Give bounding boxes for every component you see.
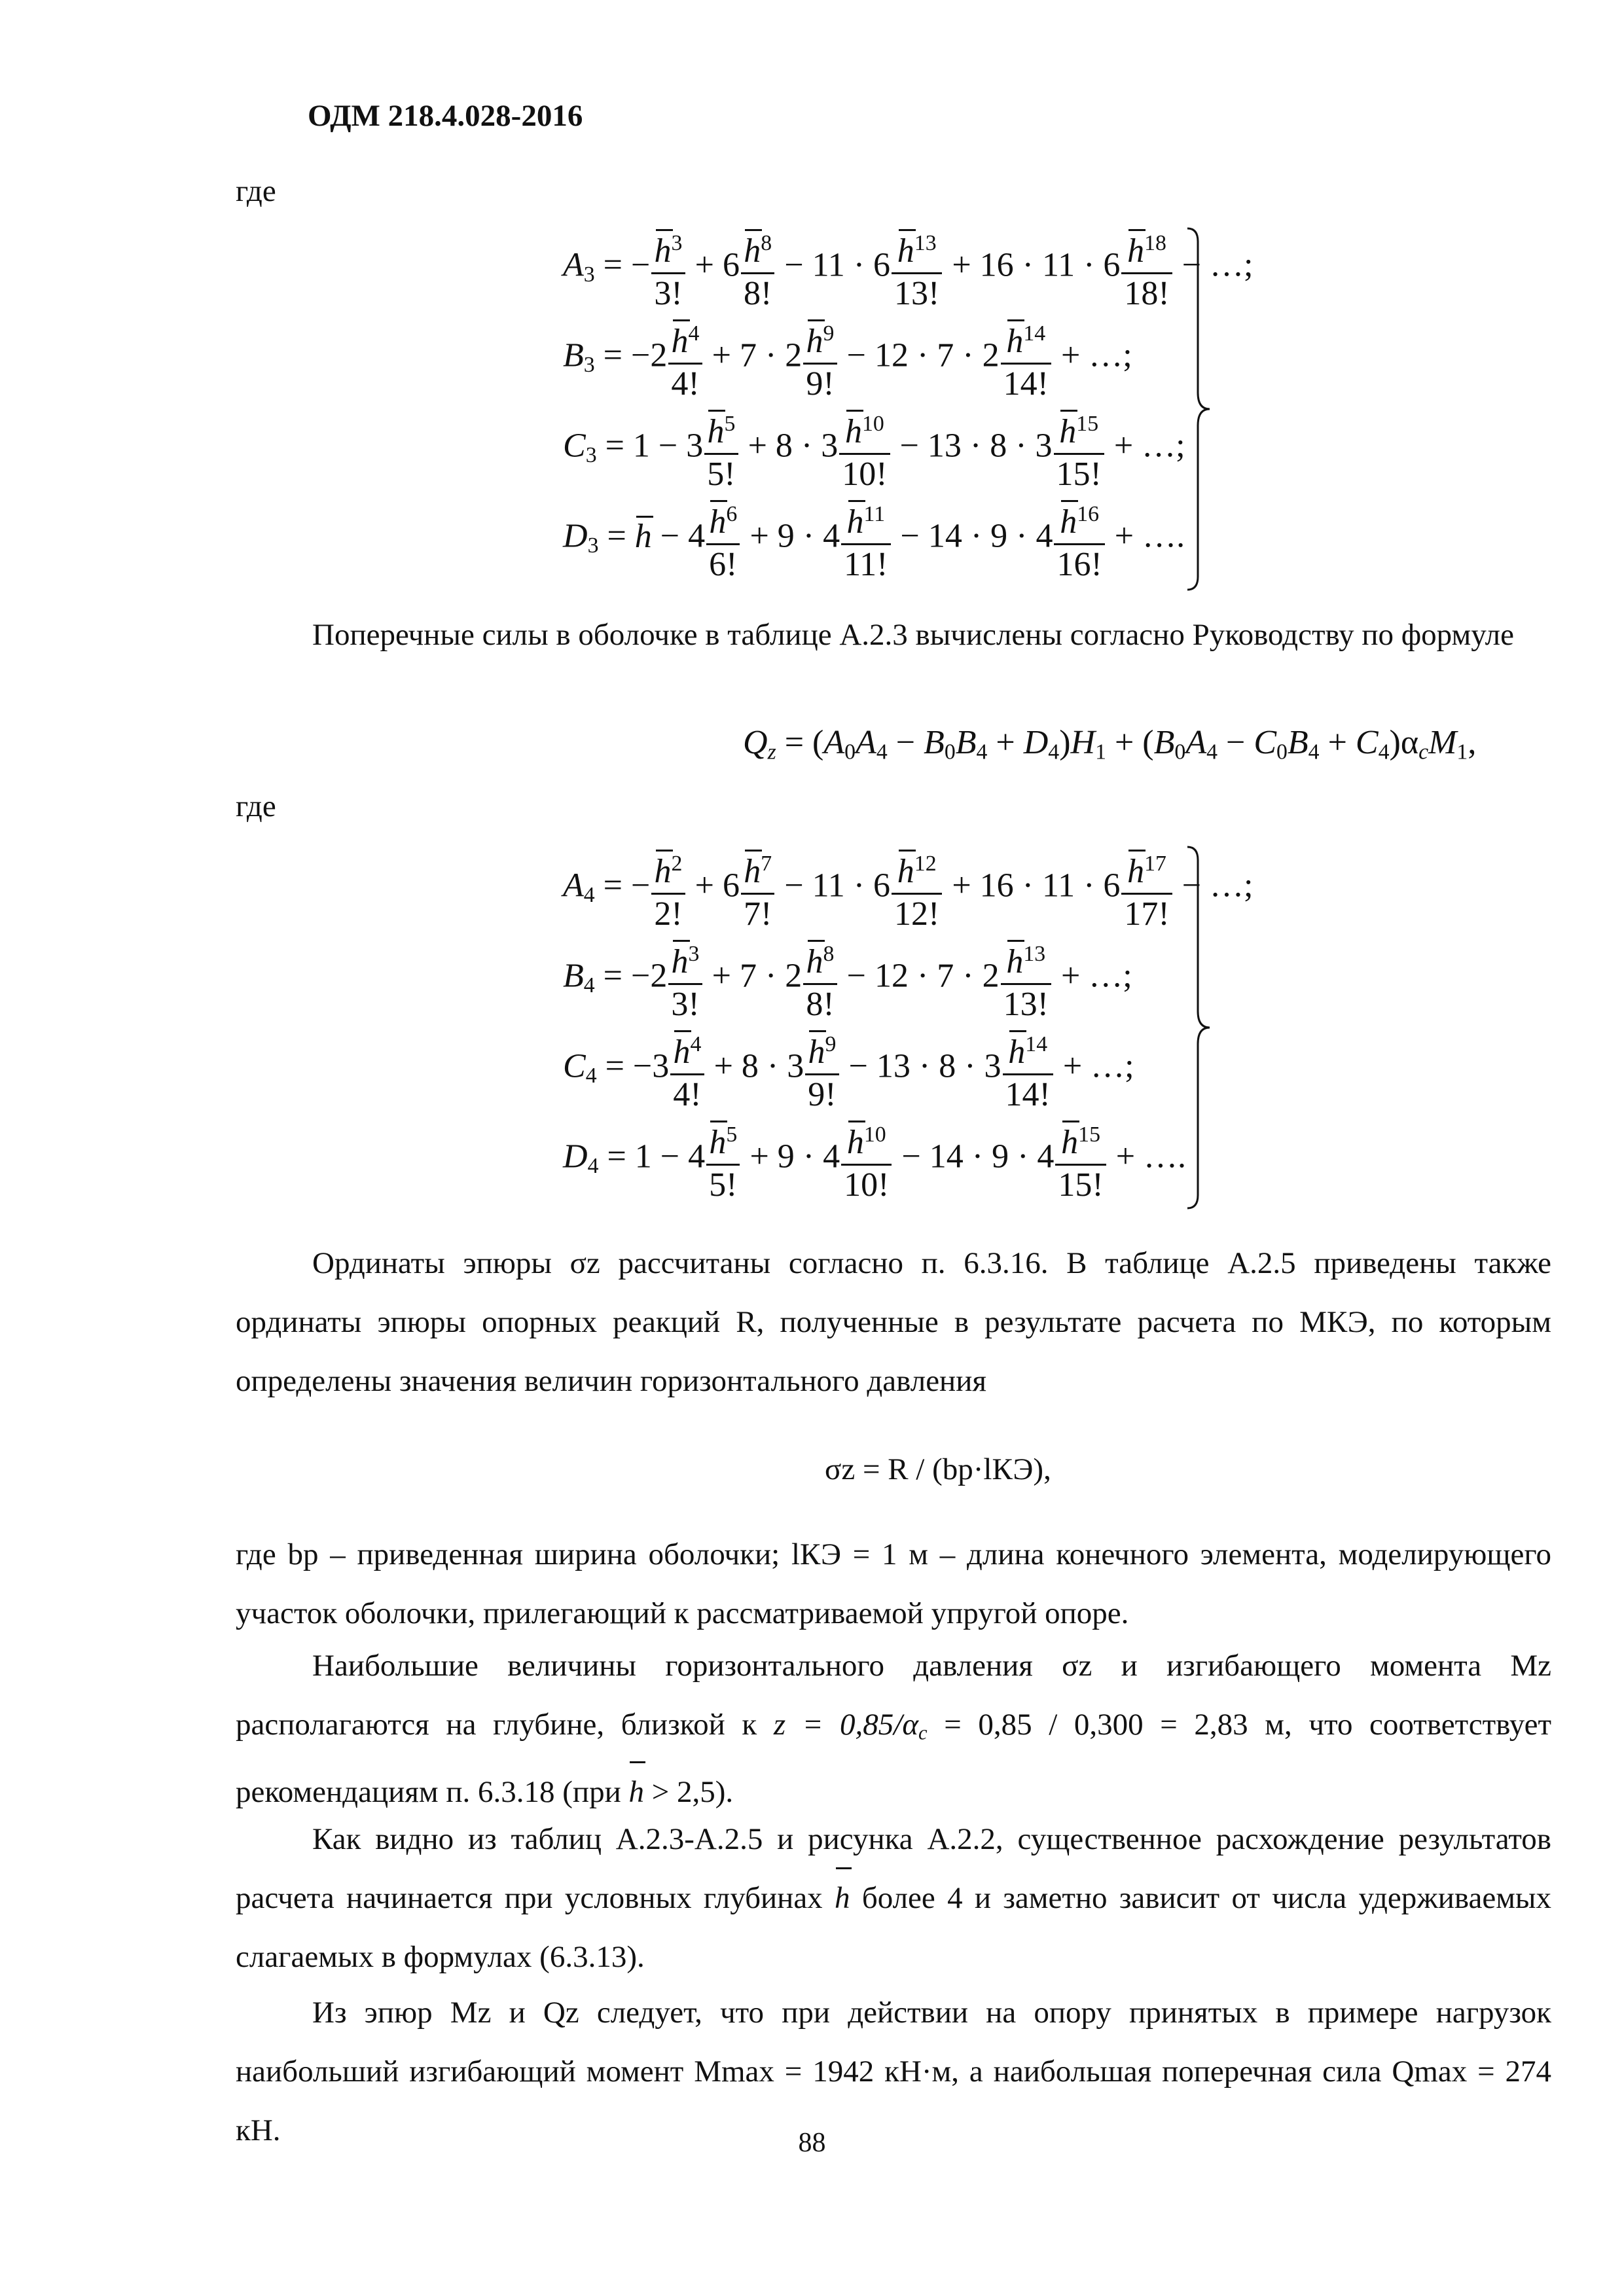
formula-Qz: $Q_z = (A_0A_4 - B_0B_4 + D_4)H_1 + (B_0A_4 - C_0B_4 + C_4)\alpha_cM_1$, bbox=[743, 724, 1477, 764]
formula-B3: $B_3 = -2$ $\frac{h^4}{4!}$ + 7 · 2 $\frac{h^9}{9!}$ − 12 · 7 · 2 $\frac{h^{14}}{14!}$ + …; bbox=[563, 313, 1132, 404]
formula-B4: $B_4 = -2$ $\frac{h^3}{3!}$ + 7 · 2 $\frac{h^8}{8!}$ − 12 · 7 · 2 $\frac{h^{13}}{13!}$ + …; bbox=[563, 933, 1132, 1024]
paragraph-where-b: где bр – приведенная ширина оболочки; lКЭ = 1 м – длина конечного элемента, моделирующего участок оболочки, прилегающий к рассматриваемой упругой опоре. bbox=[236, 1537, 1551, 1630]
where-label-2: где bbox=[236, 789, 276, 823]
where-label-1: где bbox=[236, 174, 276, 208]
right-brace-2 bbox=[1185, 844, 1218, 1211]
document-code-header: ОДМ 218.4.028-2016 bbox=[308, 99, 583, 133]
h-bar-symbol: h bbox=[835, 1869, 850, 1928]
paragraph-ordinates: Ординаты эпюры σz рассчитаны согласно п. 6.3.16. В таблице А.2.5 приведены также ординаты эпюры опорных реакций R, полученные в результате расчета по МКЭ, по которым определены значения величин горизонтального давления bbox=[236, 1246, 1551, 1398]
paragraph-tables: Как видно из таблиц А.2.3-А.2.5 и рисунка А.2.2, существенное расхождение результатов расчета начинается при условных глубинах h более 4 и заметно зависит от числа удерживаемых слагаемых в формулах (6.3.13). bbox=[236, 1822, 1552, 1974]
page-number: 88 bbox=[798, 2128, 826, 2158]
formula-sigma-z: σz = R / (bр·lКЭ), bbox=[825, 1452, 1051, 1486]
formula-D3: $D_3 = h - 4$ $\frac{h^6}{6!}$ + 9 · 4 $\frac{h^{11}}{11!}$ − 14 · 9 · 4 $\frac{h^{16}}{16!}$ + …. bbox=[563, 493, 1185, 584]
paragraph-max-values: Наибольшие величины горизонтального давления σz и изгибающего момента Mz располагаются на глубине, близкой к $z = 0,85/\alpha_c = 0,85 / 0,300 = 2,83$ м, что соответствует рекомендациям п. 6.3.18 (при h > 2,5). bbox=[236, 1636, 1551, 1821]
formula-A3: $A_3$ = − $\frac{h^3}{3!}$ + 6 $\frac{h^8}{8!}$ − 11 · 6 $\frac{h^{13}}{13!}$ + 16 · 11 · 6 $\frac{h^{18}}{18!}$ − …; bbox=[563, 223, 1254, 314]
formula-C3: $C_3 = 1 - 3$ $\frac{h^5}{5!}$ + 8 · 3 $\frac{h^{10}}{10!}$ − 13 · 8 · 3 $\frac{h^{15}}{15!}$ + …; bbox=[563, 403, 1185, 494]
formula-z-inline: $z = 0,85/\alpha_c$ bbox=[773, 1708, 928, 1744]
formula-D4: $D_4 = 1 - 4$ $\frac{h^5}{5!}$ + 9 · 4 $\frac{h^{10}}{10!}$ − 14 · 9 · 4 $\frac{h^{15}}{15!}$ + …. bbox=[563, 1114, 1186, 1205]
formula-C4: $C_4 = -3$ $\frac{h^4}{4!}$ + 8 · 3 $\frac{h^9}{9!}$ − 13 · 8 · 3 $\frac{h^{14}}{14!}$ + …; bbox=[563, 1024, 1134, 1115]
paragraph-shear-forces: Поперечные силы в оболочке в таблице А.2.3 вычислены согласно Руководству по формуле bbox=[312, 618, 1514, 652]
formula-A4: $A_4$ = − $\frac{h^2}{2!}$ + 6 $\frac{h^7}{7!}$ − 11 · 6 $\frac{h^{12}}{12!}$ + 16 · 11 · 6 $\frac{h^{17}}{17!}$ − …; bbox=[563, 843, 1254, 934]
paragraph-epures: Из эпюр Mz и Qz следует, что при действии на опору принятых в примере нагрузок наибольший изгибающий момент Mmax = 1942 кН·м, а наибольшая поперечная сила Qmax = 274 кН. bbox=[236, 1996, 1551, 2147]
h-bar-symbol: h bbox=[628, 1763, 644, 1821]
right-brace-1 bbox=[1185, 226, 1218, 592]
